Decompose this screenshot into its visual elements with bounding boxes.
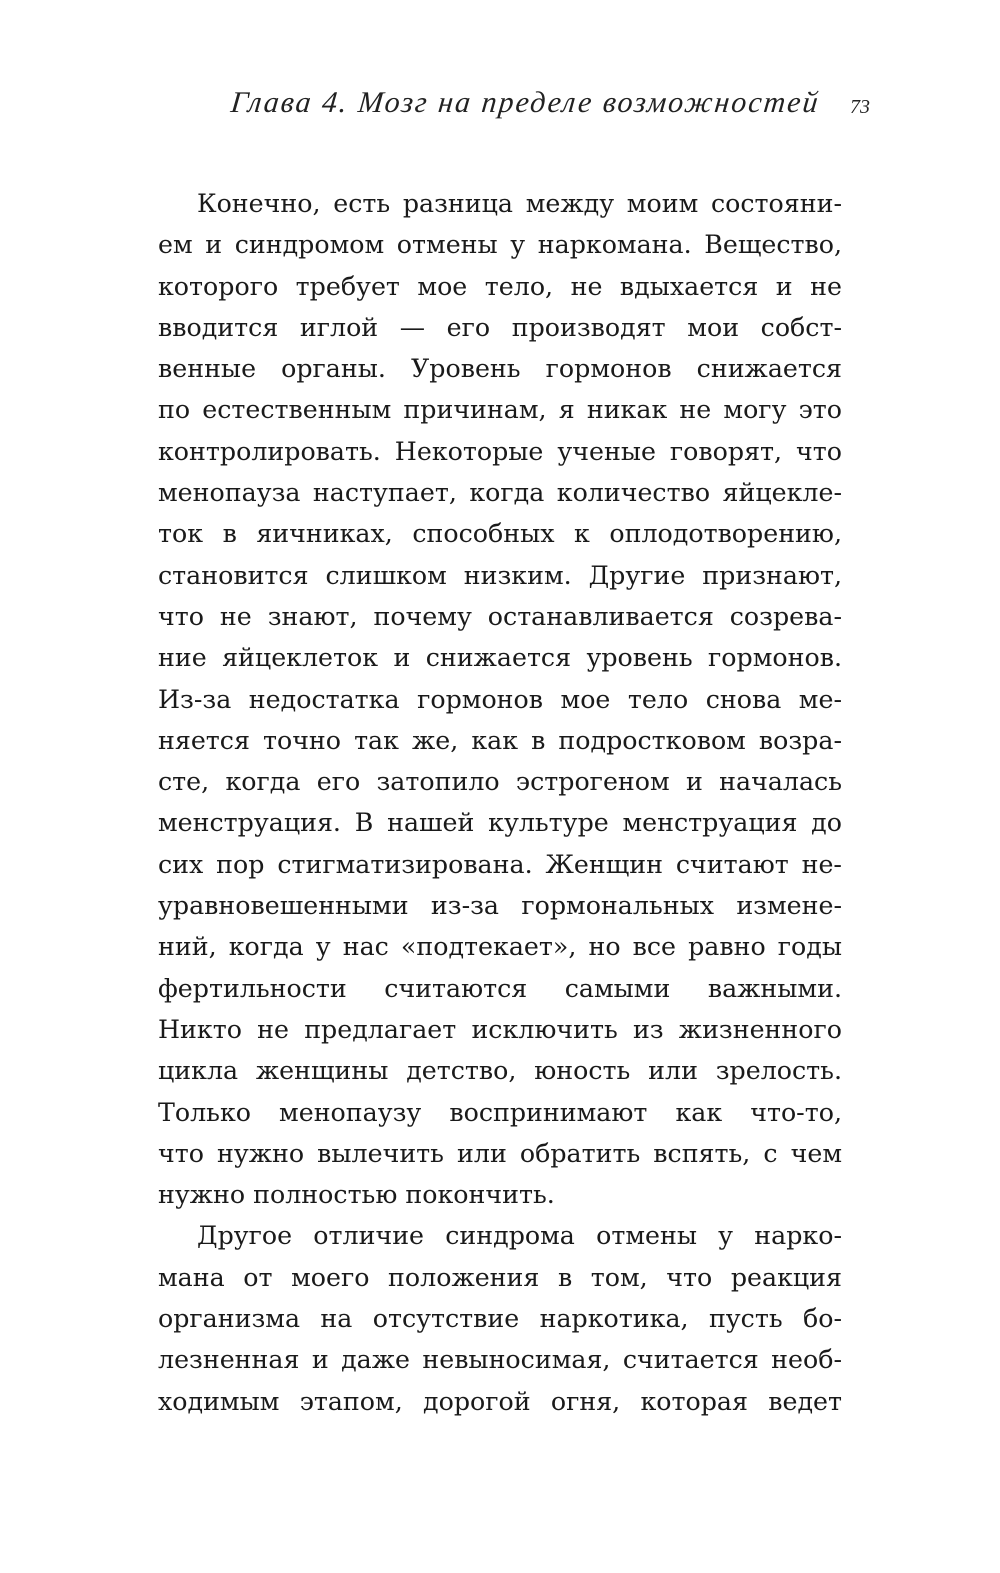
text-line: менструация. В нашей культуре менструация до <box>158 808 842 838</box>
text-line: нужно полностью покончить. <box>158 1180 555 1210</box>
running-header <box>229 78 870 128</box>
page-number: 73 <box>850 95 870 118</box>
text-line: что нужно вылечить или обратить вспять, с чем <box>158 1138 842 1168</box>
text-line: ток в яичниках, способных к оплодотворению, <box>158 519 842 549</box>
text-line: ний, когда у нас «подтекает», но все равно годы <box>158 932 842 962</box>
text-line: сте, когда его затопило эстрогеном и началась <box>158 767 842 797</box>
text-line: фертильности считаются самыми важными. <box>158 973 842 1003</box>
text-line: Другое отличие синдрома отмены у нарко- <box>197 1221 842 1251</box>
text-line: уравновешенными из-за гормональных измене- <box>158 891 842 921</box>
text-line: становится слишком низким. Другие признают, <box>158 560 842 590</box>
text-line: организма на отсутствие наркотика, пусть бо- <box>158 1304 842 1334</box>
text-line: Конечно, есть разница между моим состояни- <box>197 189 842 218</box>
body-text <box>158 183 842 1422</box>
text-line: ние яйцеклеток и снижается уровень гормонов. <box>158 643 842 673</box>
text-line: Из-за недостатка гормонов мое тело снова ме- <box>158 684 842 714</box>
text-line: ходимым этапом, дорогой огня, которая ведет <box>158 1386 842 1416</box>
chapter-title: Глава 4. Мозг на пределе возможностей <box>229 86 822 119</box>
text-line: мана от моего положения в том, что реакция <box>158 1262 842 1292</box>
text-line: лезненная и даже невыносимая, считается необ- <box>158 1345 842 1375</box>
text-line: которого требует мое тело, не вдыхается и не <box>158 271 842 301</box>
text-line: контролировать. Некоторые ученые говорят, что <box>158 436 842 466</box>
text-line: что не знают, почему останавливается созрева- <box>158 601 842 631</box>
text-line: Никто не предлагает исключить из жизненного <box>158 1014 842 1044</box>
text-line: менопауза наступает, когда количество яйцекле- <box>158 478 842 508</box>
text-line: сих пор стигматизирована. Женщин считают не- <box>158 849 842 879</box>
text-line: ем и синдромом отмены у наркомана. Вещество, <box>158 230 842 260</box>
text-line: няется точно так же, как в подростковом возра- <box>158 725 842 755</box>
text-line: цикла женщины детство, юность или зрелость. <box>158 1056 842 1086</box>
text-line: по естественным причинам, я никак не могу это <box>158 395 842 425</box>
text-line: венные органы. Уровень гормонов снижается <box>158 354 842 384</box>
text-line: Только менопаузу воспринимают как что-то, <box>158 1097 842 1127</box>
text-line: вводится иглой — его производят мои собст- <box>158 312 842 342</box>
